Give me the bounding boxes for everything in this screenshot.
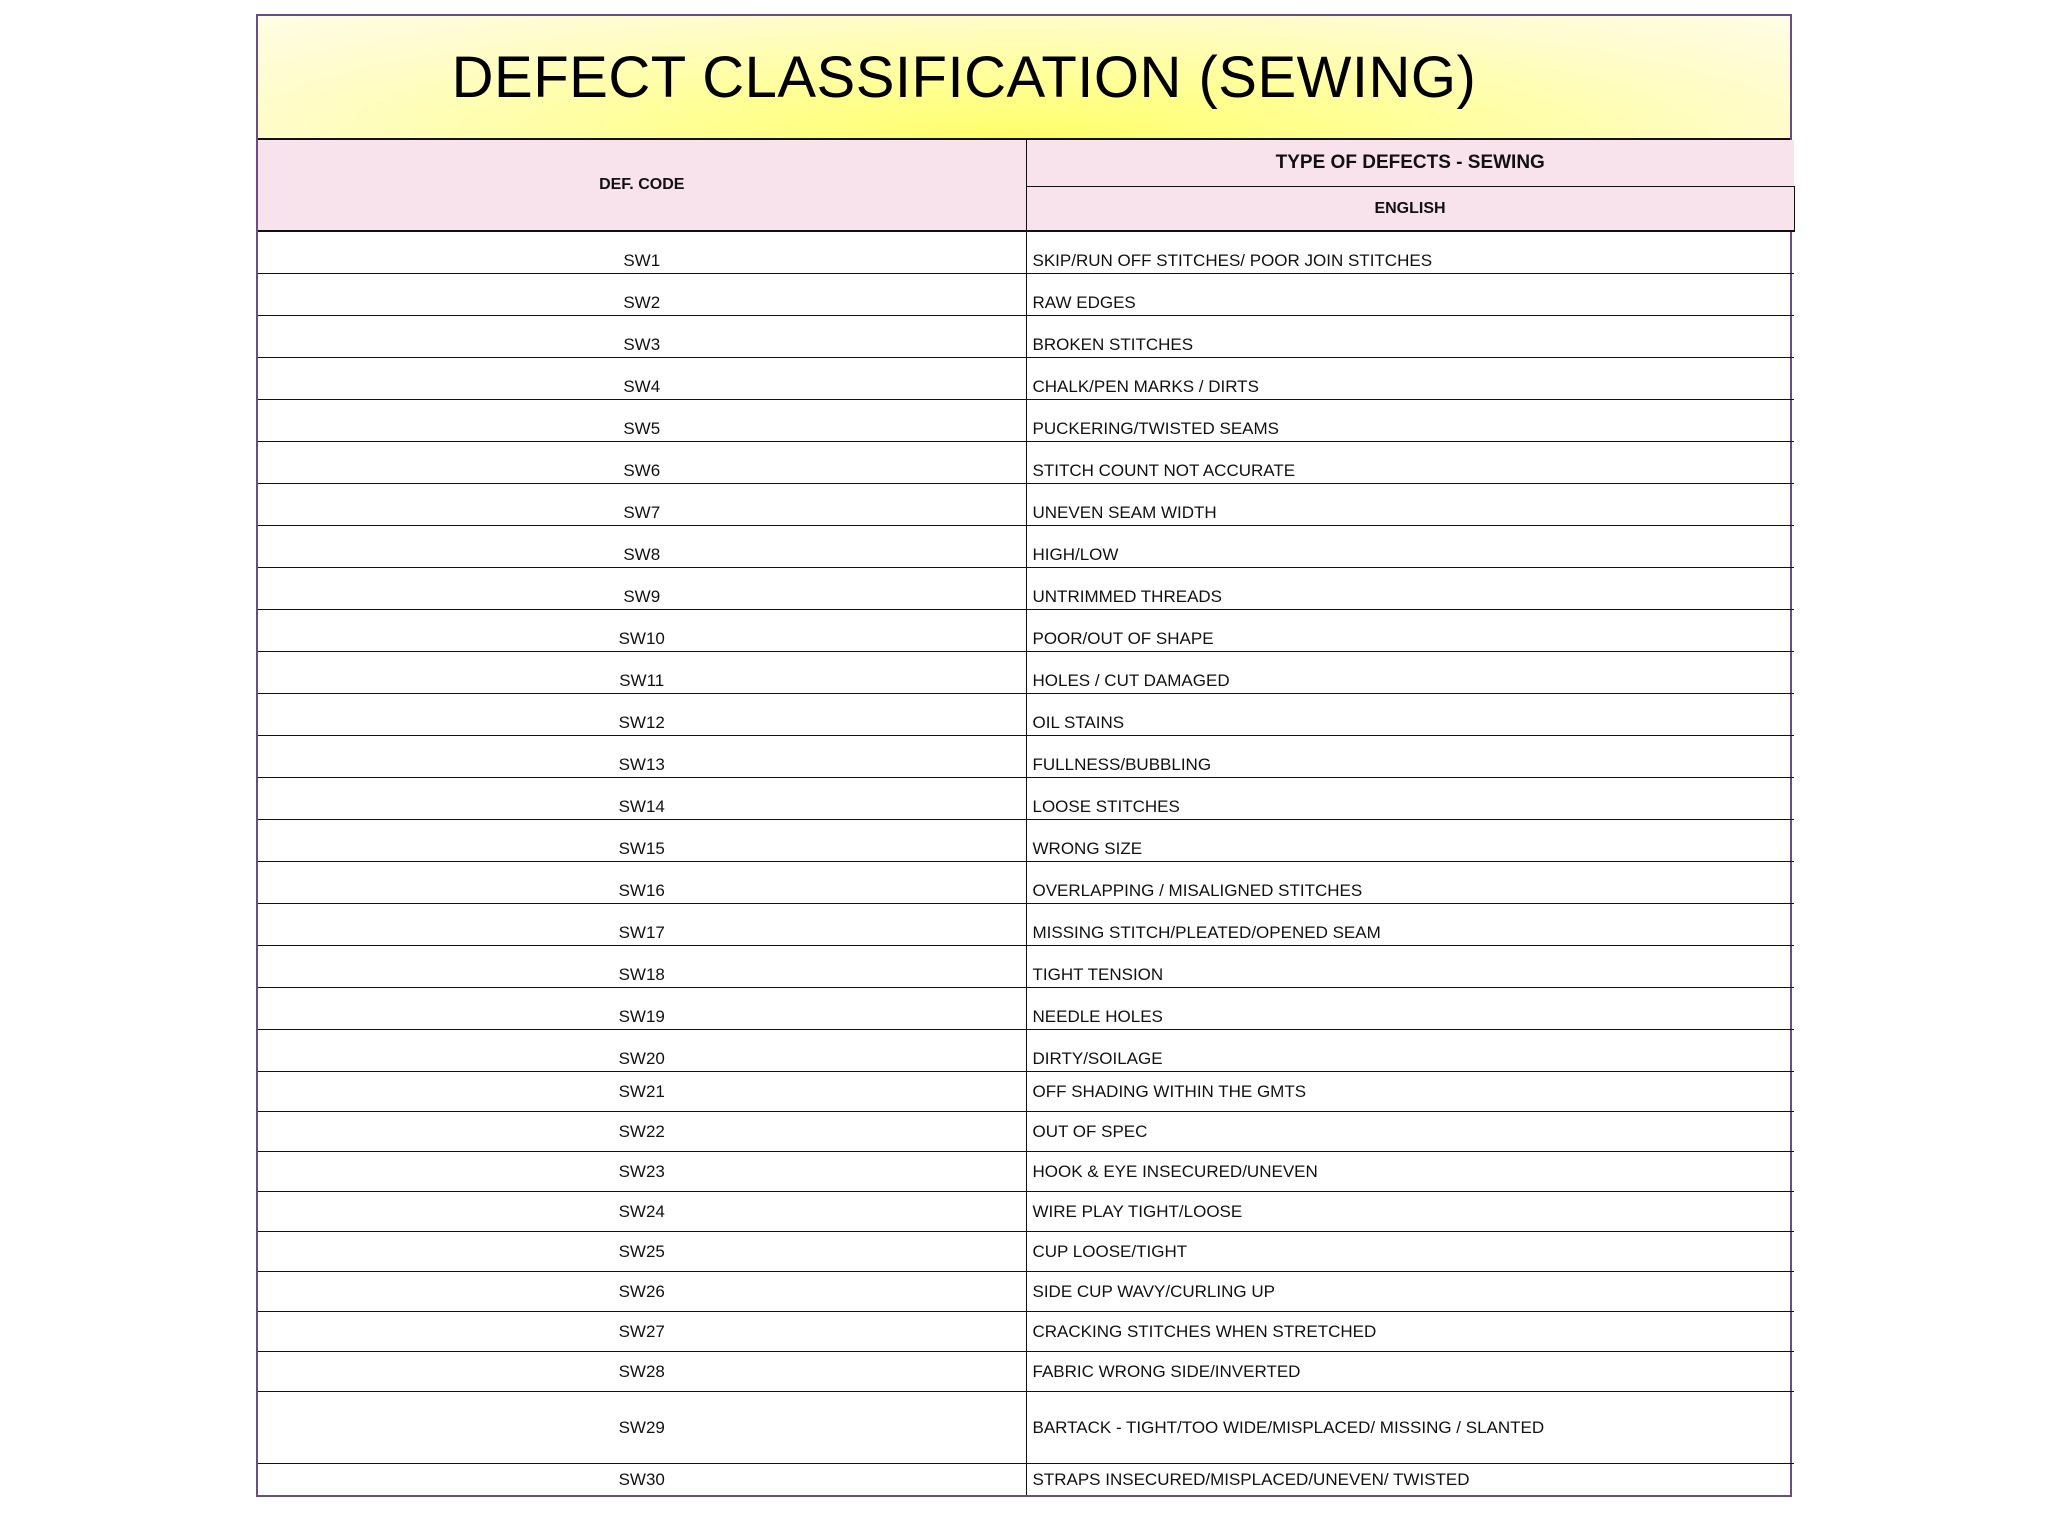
title-banner <box>258 16 1790 140</box>
defect-description-cell: BROKEN STITCHES <box>1026 316 1794 358</box>
defect-description-cell: POOR/OUT OF SHAPE <box>1026 610 1794 652</box>
table-row <box>258 1192 1794 1232</box>
defect-description-cell: SIDE CUP WAVY/CURLING UP <box>1026 1272 1794 1312</box>
table-row <box>258 526 1794 568</box>
table-row <box>258 274 1794 316</box>
defect-description-cell: BARTACK - TIGHT/TOO WIDE/MISPLACED/ MISSING / SLANTED <box>1026 1392 1794 1464</box>
defect-code-cell: SW26 <box>258 1272 1026 1312</box>
table-row <box>258 820 1794 862</box>
table-row <box>258 736 1794 778</box>
defect-code-cell: SW11 <box>258 652 1026 694</box>
defect-code-cell: SW13 <box>258 736 1026 778</box>
table-row <box>258 316 1794 358</box>
defect-description-cell: OFF SHADING WITHIN THE GMTS <box>1026 1072 1794 1112</box>
table-row <box>258 610 1794 652</box>
table-row <box>258 778 1794 820</box>
defect-description-cell: STRAPS INSECURED/MISPLACED/UNEVEN/ TWISTED <box>1026 1464 1794 1496</box>
defect-description-cell: CRACKING STITCHES WHEN STRETCHED <box>1026 1312 1794 1352</box>
defect-description-cell: PUCKERING/TWISTED SEAMS <box>1026 400 1794 442</box>
defect-description-cell: UNEVEN SEAM WIDTH <box>1026 484 1794 526</box>
defect-code-cell: SW22 <box>258 1112 1026 1152</box>
defect-description-cell: NEEDLE HOLES <box>1026 988 1794 1030</box>
defect-code-cell: SW20 <box>258 1030 1026 1072</box>
defect-description-cell: CHALK/PEN MARKS / DIRTS <box>1026 358 1794 400</box>
defect-code-cell: SW25 <box>258 1232 1026 1272</box>
table-row <box>258 1072 1794 1112</box>
defect-code-cell: SW27 <box>258 1312 1026 1352</box>
defect-table <box>258 140 1795 1495</box>
defect-description-cell: HOLES / CUT DAMAGED <box>1026 652 1794 694</box>
defect-code-cell: SW28 <box>258 1352 1026 1392</box>
defect-description-cell: STITCH COUNT NOT ACCURATE <box>1026 442 1794 484</box>
defect-description-cell: SKIP/RUN OFF STITCHES/ POOR JOIN STITCHES <box>1026 231 1794 274</box>
defect-code-cell: SW17 <box>258 904 1026 946</box>
defect-code-cell: SW18 <box>258 946 1026 988</box>
defect-code-cell: SW15 <box>258 820 1026 862</box>
table-row <box>258 231 1794 274</box>
table-header <box>258 140 1794 231</box>
table-row <box>258 1352 1794 1392</box>
defect-description-cell: DIRTY/SOILAGE <box>1026 1030 1794 1072</box>
table-row <box>258 1152 1794 1192</box>
table-row <box>258 568 1794 610</box>
table-row <box>258 946 1794 988</box>
page-title: DEFECT CLASSIFICATION (SEWING) <box>451 44 1477 110</box>
defect-description-cell: WIRE PLAY TIGHT/LOOSE <box>1026 1192 1794 1232</box>
table-row <box>258 442 1794 484</box>
defect-description-cell: OVERLAPPING / MISALIGNED STITCHES <box>1026 862 1794 904</box>
table-row <box>258 862 1794 904</box>
defect-description-cell: CUP LOOSE/TIGHT <box>1026 1232 1794 1272</box>
defect-code-cell: SW24 <box>258 1192 1026 1232</box>
defect-description-cell: OIL STAINS <box>1026 694 1794 736</box>
defect-code-cell: SW30 <box>258 1464 1026 1496</box>
table-row <box>258 400 1794 442</box>
defect-code-cell: SW9 <box>258 568 1026 610</box>
table-row <box>258 652 1794 694</box>
defect-description-cell: MISSING STITCH/PLEATED/OPENED SEAM <box>1026 904 1794 946</box>
defect-code-cell: SW19 <box>258 988 1026 1030</box>
defect-code-cell: SW7 <box>258 484 1026 526</box>
table-row <box>258 694 1794 736</box>
defect-code-cell: SW2 <box>258 274 1026 316</box>
defect-description-cell: UNTRIMMED THREADS <box>1026 568 1794 610</box>
table-row <box>258 1464 1794 1496</box>
defect-description-cell: TIGHT TENSION <box>1026 946 1794 988</box>
table-row <box>258 1312 1794 1352</box>
table-row <box>258 988 1794 1030</box>
defect-code-cell: SW29 <box>258 1392 1026 1464</box>
column-header-def-code: DEF. CODE <box>258 140 1026 231</box>
table-row <box>258 1272 1794 1312</box>
table-row <box>258 358 1794 400</box>
defect-code-cell: SW21 <box>258 1072 1026 1112</box>
table-row <box>258 1232 1794 1272</box>
defect-code-cell: SW16 <box>258 862 1026 904</box>
defect-code-cell: SW1 <box>258 231 1026 274</box>
table-row <box>258 904 1794 946</box>
defect-description-cell: HIGH/LOW <box>1026 526 1794 568</box>
table-row <box>258 1112 1794 1152</box>
defect-description-cell: HOOK & EYE INSECURED/UNEVEN <box>1026 1152 1794 1192</box>
column-header-type-of-defects: TYPE OF DEFECTS - SEWING <box>1026 140 1794 187</box>
defect-classification-sheet <box>256 14 1792 1497</box>
defect-code-cell: SW4 <box>258 358 1026 400</box>
defect-description-cell: LOOSE STITCHES <box>1026 778 1794 820</box>
table-row <box>258 484 1794 526</box>
table-row <box>258 1030 1794 1072</box>
defect-description-cell: FULLNESS/BUBBLING <box>1026 736 1794 778</box>
defect-code-cell: SW6 <box>258 442 1026 484</box>
defect-code-cell: SW8 <box>258 526 1026 568</box>
defect-code-cell: SW12 <box>258 694 1026 736</box>
defect-code-cell: SW10 <box>258 610 1026 652</box>
defect-description-cell: OUT OF SPEC <box>1026 1112 1794 1152</box>
defect-description-cell: RAW EDGES <box>1026 274 1794 316</box>
defect-code-cell: SW3 <box>258 316 1026 358</box>
defect-description-cell: WRONG SIZE <box>1026 820 1794 862</box>
column-header-language: ENGLISH <box>1026 187 1794 232</box>
defect-description-cell: FABRIC WRONG SIDE/INVERTED <box>1026 1352 1794 1392</box>
defect-code-cell: SW14 <box>258 778 1026 820</box>
defect-code-cell: SW23 <box>258 1152 1026 1192</box>
table-body <box>258 231 1794 1495</box>
defect-code-cell: SW5 <box>258 400 1026 442</box>
table-row <box>258 1392 1794 1464</box>
